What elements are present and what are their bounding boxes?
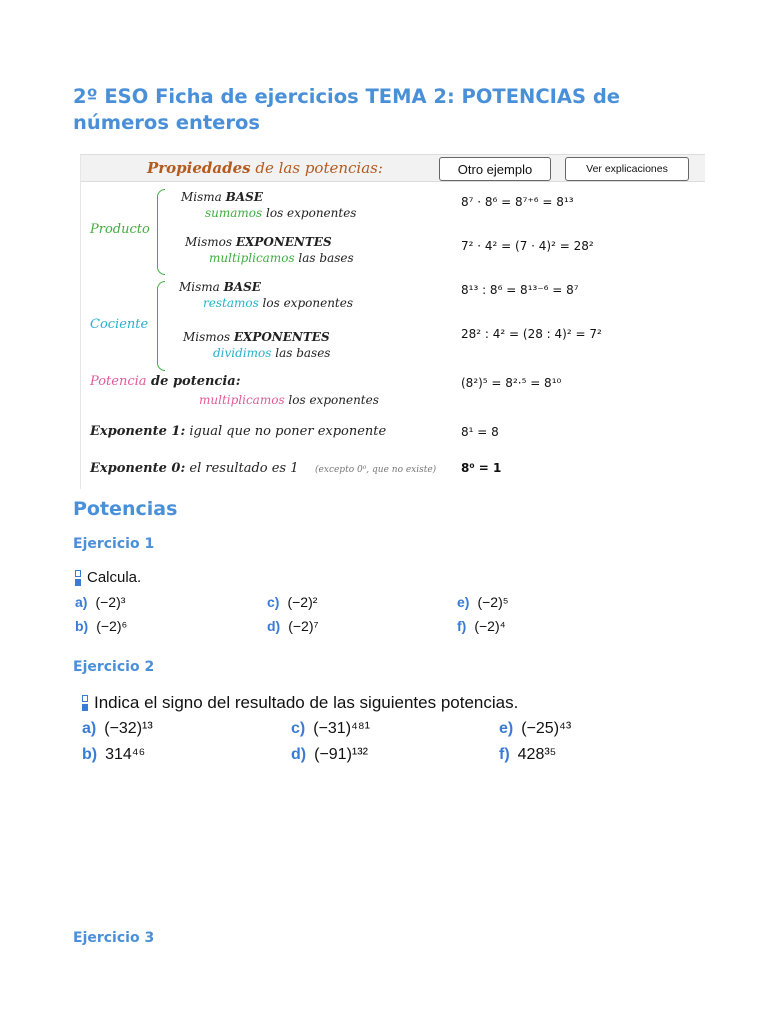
cociente-label: Cociente (90, 317, 149, 332)
formula-power-of-power: (8²)⁵ = 8²·⁵ = 8¹⁰ (461, 376, 562, 390)
rule-text: Misma (179, 280, 224, 294)
instruction-text: Calcula. (87, 569, 142, 586)
item-expression: (−2)³ (95, 594, 126, 610)
exercise-2-heading: Ejercicio 2 (73, 659, 155, 675)
exercise-2-item-d (291, 746, 368, 764)
formula-quotient-base: 8¹³ : 8⁶ = 8¹³⁻⁶ = 8⁷ (461, 283, 579, 297)
formula-exponent-one: 8¹ = 8 (461, 425, 499, 439)
producto-label: Producto (90, 222, 150, 237)
item-letter: b) (82, 746, 98, 763)
item-letter: c) (291, 720, 306, 737)
rule-text: Mismos (183, 330, 234, 344)
panel-heading (147, 159, 383, 177)
quotient-rule-2 (183, 330, 330, 344)
rule-keyword: EXPONENTES (235, 235, 332, 249)
rule-text: el resultado es 1 (185, 461, 299, 476)
item-letter: e) (499, 720, 514, 737)
rule-keyword: BASE (223, 280, 261, 294)
power-of-power-rule-b (199, 393, 379, 407)
panel-heading-bold: Propiedades (147, 159, 251, 177)
exercise-2-item-e (499, 720, 571, 738)
rule-keyword: EXPONENTES (233, 330, 330, 344)
item-expression: (−2)⁷ (288, 618, 319, 634)
exercise-2-item-b (82, 746, 145, 764)
power-word: Potencia (90, 374, 147, 389)
section-heading: Potencias (73, 498, 178, 520)
product-rule-1b (205, 206, 356, 220)
rule-keyword: de potencia: (146, 374, 241, 389)
item-letter: e) (457, 594, 470, 610)
instruction-text: Indica el signo del resultado de las siguientes potencias. (94, 693, 519, 712)
properties-panel (80, 154, 705, 489)
producto-brace (157, 189, 165, 275)
product-rule-2 (185, 235, 332, 249)
exercise-1-item-c (267, 594, 317, 610)
rule-text: las bases (294, 251, 354, 265)
exercise-3-heading: Ejercicio 3 (73, 930, 155, 946)
rule-text: los exponentes (262, 206, 357, 220)
item-letter: f) (499, 746, 510, 763)
quotient-rule-2b (213, 346, 330, 360)
rule-keyword: BASE (225, 190, 263, 204)
item-expression: (−2)⁶ (96, 618, 128, 634)
formula-product-base: 8⁷ · 8⁶ = 8⁷⁺⁶ = 8¹³ (461, 195, 574, 209)
exercise-2-item-c (291, 720, 370, 738)
item-expression: (−31)⁴⁸¹ (313, 720, 370, 737)
panel-heading-rest: de las potencias: (250, 159, 383, 177)
exercise-2-instruction (82, 693, 518, 713)
exception-note: (excepto 0⁰, que no existe) (315, 465, 437, 475)
exercise-1-instruction (75, 569, 141, 586)
rule-verb: multiplicamos (199, 393, 285, 407)
item-letter: f) (457, 618, 467, 634)
item-letter: c) (267, 594, 280, 610)
rule-text: los exponentes (258, 296, 353, 310)
exercise-1-item-f (457, 618, 506, 634)
other-example-button[interactable]: Otro ejemplo (439, 157, 551, 181)
exercise-1-item-e (457, 594, 509, 610)
formula-quotient-exponent: 28² : 4² = (28 : 4)² = 7² (461, 327, 602, 341)
rule-text: Misma (181, 190, 226, 204)
exercise-1-item-b (75, 618, 127, 634)
show-explanations-button[interactable]: Ver explicaciones (565, 157, 689, 181)
item-expression: (−2)⁴ (474, 618, 506, 634)
quotient-rule-1 (179, 280, 261, 294)
formula-product-exponent: 7² · 4² = (7 · 4)² = 28² (461, 239, 594, 253)
item-expression: (−2)⁵ (477, 594, 509, 610)
rule-text: igual que no poner exponente (185, 424, 387, 439)
formula-exponent-zero: 8⁰ = 1 (461, 461, 502, 475)
cociente-brace (157, 281, 165, 371)
panel-header (81, 155, 705, 182)
item-letter: b) (75, 618, 89, 634)
exercise-2-item-a (82, 720, 153, 738)
product-rule-1 (181, 190, 263, 204)
rule-verb: restamos (203, 296, 259, 310)
item-expression: 314⁴⁶ (105, 746, 146, 763)
rule-keyword: Exponente 0: (90, 461, 186, 476)
exercise-1-item-a (75, 594, 125, 610)
rule-verb: dividimos (213, 346, 272, 360)
item-expression: (−25)⁴³ (521, 720, 572, 737)
document-title: 2º ESO Ficha de ejercicios TEMA 2: POTENCIAS de números enteros (73, 85, 621, 134)
quotient-rule-1b (203, 296, 353, 310)
item-expression: (−91)¹³² (314, 746, 368, 763)
item-expression: 428³⁵ (517, 746, 557, 763)
rule-text: las bases (271, 346, 331, 360)
rule-verb: sumamos (205, 206, 263, 220)
exercise-2-item-f (499, 746, 556, 764)
rule-keyword: Exponente 1: (90, 424, 186, 439)
exponent-one-rule (90, 424, 386, 439)
rule-text: Mismos (185, 235, 236, 249)
item-letter: a) (75, 594, 88, 610)
item-letter: d) (267, 618, 281, 634)
rule-verb: multiplicamos (209, 251, 295, 265)
power-of-power-rule (90, 374, 241, 389)
activity-icon (82, 695, 88, 711)
activity-icon (75, 570, 81, 586)
exponent-zero-rule (90, 461, 436, 476)
rule-text: los exponentes (284, 393, 379, 407)
item-letter: a) (82, 720, 97, 737)
exercise-1-heading: Ejercicio 1 (73, 536, 155, 552)
item-expression: (−2)² (287, 594, 318, 610)
product-rule-2b (209, 251, 354, 265)
item-letter: d) (291, 746, 307, 763)
item-expression: (−32)¹³ (104, 720, 153, 737)
exercise-1-item-d (267, 618, 319, 634)
